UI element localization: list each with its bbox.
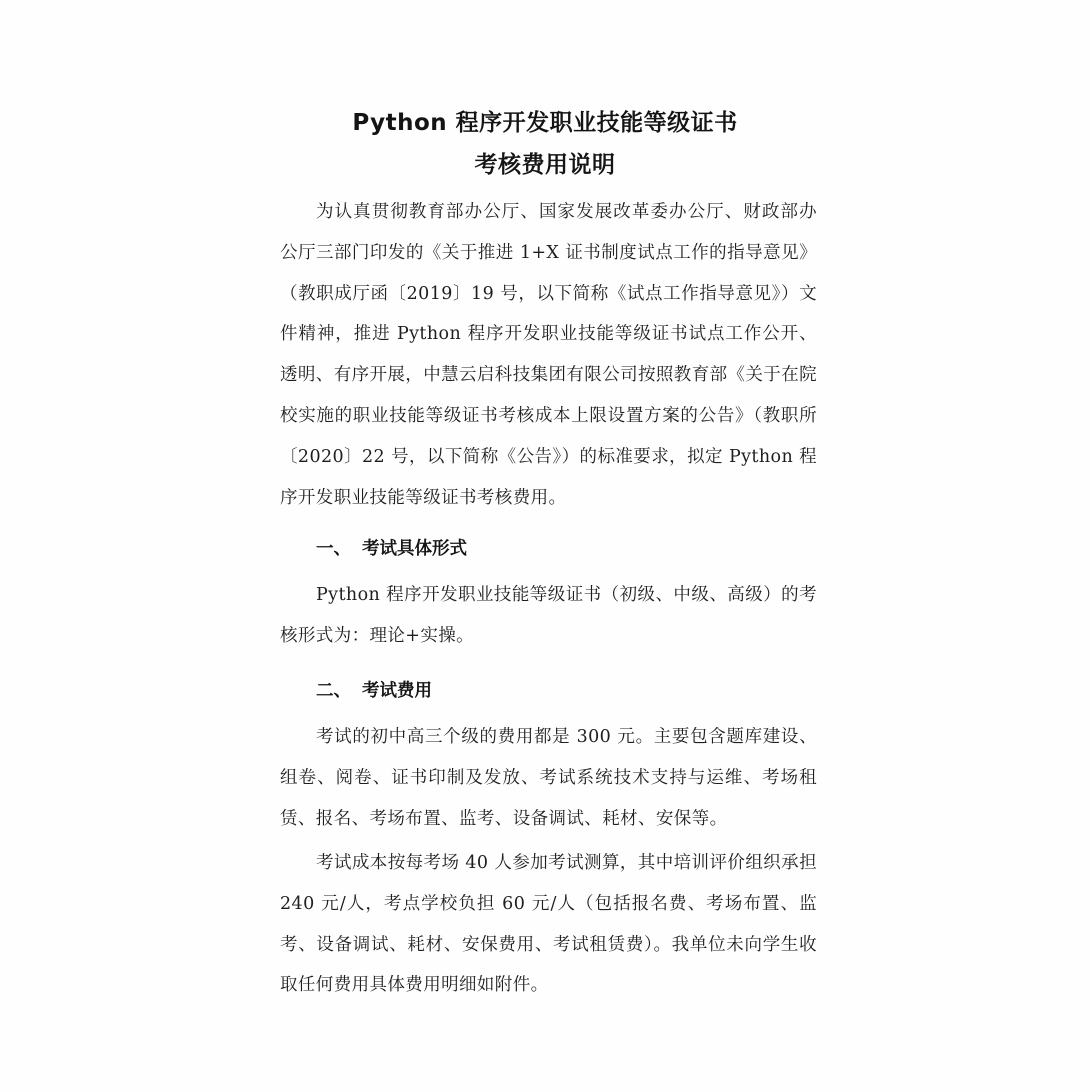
section-1-title: 考试具体形式 (362, 539, 467, 559)
section-2-number: 二、 (316, 681, 351, 701)
section-1-heading (316, 535, 467, 560)
document-subtitle: 考核费用说明 (474, 152, 616, 178)
section-2-heading (316, 677, 432, 702)
section-2-paragraph-1: 考试的初中高三个级的费用都是 300 元。主要包含题库建设、组卷、阅卷、证书印制及发放、考试系统技术支持与运维、考场租赁、报名、考场布置、监考、设备调试、耗材、安保等。 (280, 727, 817, 829)
intro-paragraph: 为认真贯彻教育部办公厅、国家发展改革委办公厅、财政部办公厅三部门印发的《关于推进 1+X 证书制度试点工作的指导意见》（教职成厅函〔2019〕19 号，以下简称《试点工作指导意见》）文件精神，推进 Python 程序开发职业技能等级证书试点工作公开、透明、有序开展，中慧云启科技集团有限公司按照教育部《关于在院校实施的职业技能等级证书考核成本上限设置方案的公告》（教职所〔2020〕22 号，以下简称《公告》）的标准要求，拟定 Python 程序开发职业技能等级证书考核费用。 (280, 202, 817, 508)
section-2-title: 考试费用 (362, 681, 432, 701)
section-1-paragraph: Python 程序开发职业技能等级证书（初级、中级、高级）的考核形式为：理论+实操。 (280, 585, 817, 646)
section-2-paragraph-2: 考试成本按每考场 40 人参加考试测算，其中培训评价组织承担 240 元/人，考点学校负担 60 元/人（包括报名费、考场布置、监考、设备调试、耗材、安保费用、考试租赁费）。我单位未向学生收取任何费用具体费用明细如附件。 (280, 853, 817, 996)
section-1-number: 一、 (316, 539, 351, 559)
document-title: Python 程序开发职业技能等级证书 (352, 110, 738, 136)
